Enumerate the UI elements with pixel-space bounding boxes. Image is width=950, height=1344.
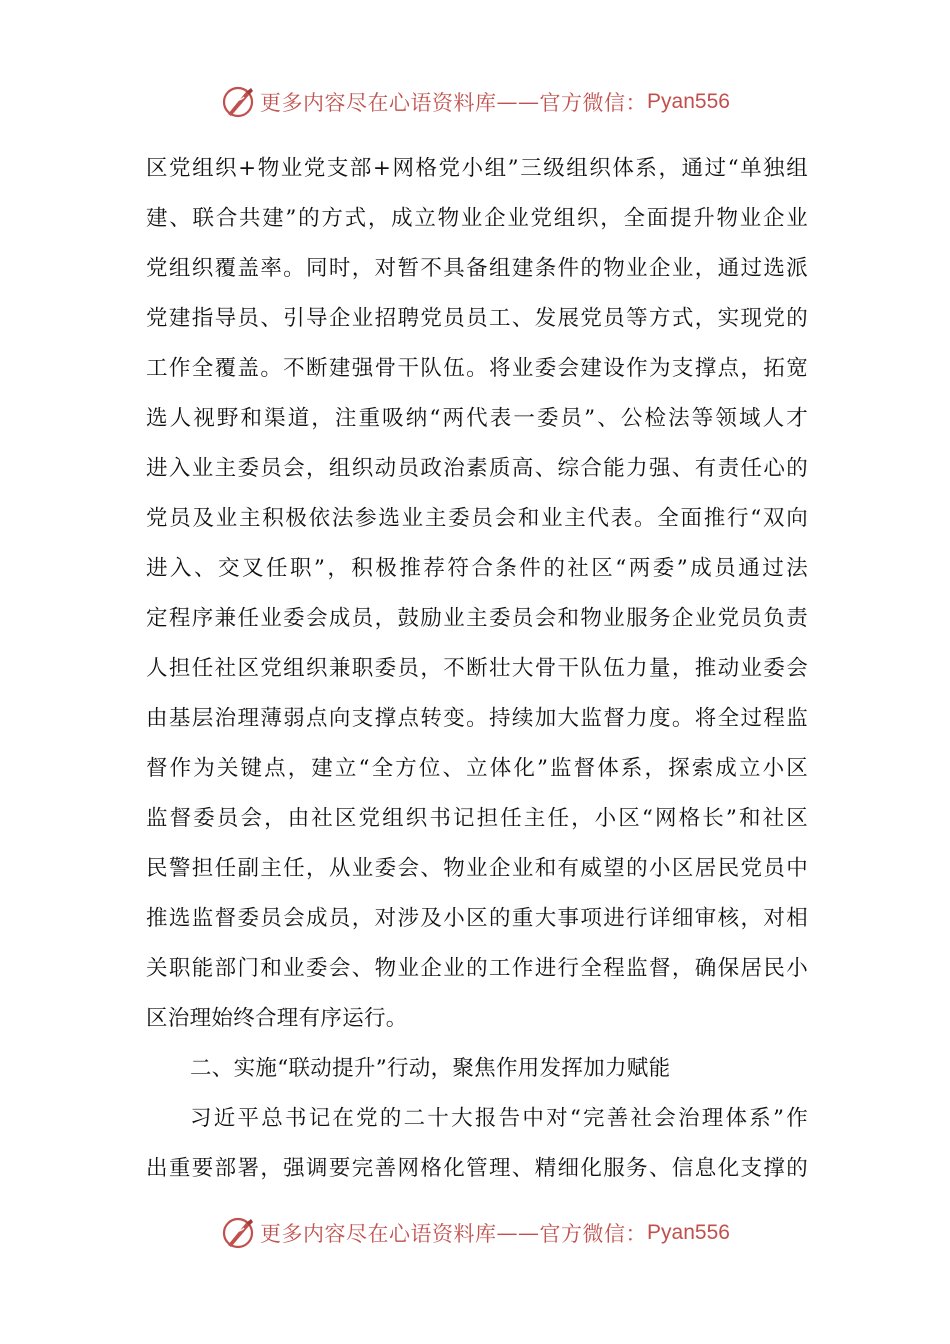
pen-logo-icon bbox=[220, 84, 256, 120]
section-heading: 二、实施“联动提升”行动，聚焦作用发挥加力赋能 bbox=[190, 1056, 671, 1081]
banner-wechat-id: Pyan556 bbox=[647, 90, 730, 113]
text-line: 进入、交叉任职”，积极推荐符合条件的社区“两委”成员通过法 bbox=[146, 556, 808, 581]
text-line: 区党组织+物业党支部+网格党小组”三级组织体系，通过“单独组 bbox=[146, 156, 808, 181]
text-line: 工作全覆盖。不断建强骨干队伍。将业委会建设作为支撑点，拓宽 bbox=[146, 356, 808, 381]
text-line: 党员及业主积极依法参选业主委员会和业主代表。全面推行“双向 bbox=[146, 506, 808, 531]
text-line: 区治理始终合理有序运行。 bbox=[146, 1006, 408, 1031]
banner-dash: —— bbox=[496, 90, 540, 114]
text-line: 党建指导员、引导企业招聘党员员工、发展党员等方式，实现党的 bbox=[146, 306, 808, 331]
pen-logo-icon bbox=[220, 1215, 256, 1251]
text-line: 推选监督委员会成员，对涉及小区的重大事项进行详细审核，对相 bbox=[146, 906, 808, 931]
banner-wechat-label: 官方微信： bbox=[539, 91, 648, 115]
text-line: 建、联合共建”的方式，成立物业企业党组织，全面提升物业企业 bbox=[146, 206, 808, 231]
header-watermark-banner bbox=[0, 80, 950, 124]
text-line: 进入业主委员会，组织动员政治素质高、综合能力强、有责任心的 bbox=[146, 456, 808, 481]
text-line: 出重要部署，强调要完善网格化管理、精细化服务、信息化支撑的 bbox=[146, 1156, 808, 1181]
text-line: 选人视野和渠道，注重吸纳“两代表一委员”、公检法等领域人才 bbox=[146, 406, 808, 431]
banner-wechat-label: 官方微信： bbox=[539, 1222, 648, 1246]
paragraph-first-line: 习近平总书记在党的二十大报告中对“完善社会治理体系”作 bbox=[190, 1106, 808, 1131]
banner-text: 更多内容尽在心语资料库 bbox=[260, 1222, 497, 1246]
text-line: 督作为关键点，建立“全方位、立体化”监督体系，探索成立小区 bbox=[146, 756, 808, 781]
text-line: 人担任社区党组织兼职委员，不断壮大骨干队伍力量，推动业委会 bbox=[146, 656, 808, 681]
text-line: 定程序兼任业委会成员，鼓励业主委员会和物业服务企业党员负责 bbox=[146, 606, 808, 631]
banner-dash: —— bbox=[496, 1221, 540, 1245]
footer-watermark-banner bbox=[0, 1211, 950, 1255]
text-line: 党组织覆盖率。同时，对暂不具备组建条件的物业企业，通过选派 bbox=[146, 256, 808, 281]
text-line: 监督委员会，由社区党组织书记担任主任，小区“网格长”和社区 bbox=[146, 806, 808, 831]
banner-wechat-id: Pyan556 bbox=[647, 1221, 730, 1244]
text-line: 由基层治理薄弱点向支撑点转变。持续加大监督力度。将全过程监 bbox=[146, 706, 808, 731]
document-body bbox=[146, 144, 808, 1194]
text-line: 关职能部门和业委会、物业企业的工作进行全程监督，确保居民小 bbox=[146, 956, 808, 981]
text-line: 民警担任副主任，从业委会、物业企业和有威望的小区居民党员中 bbox=[146, 856, 808, 881]
banner-text: 更多内容尽在心语资料库 bbox=[260, 91, 497, 115]
